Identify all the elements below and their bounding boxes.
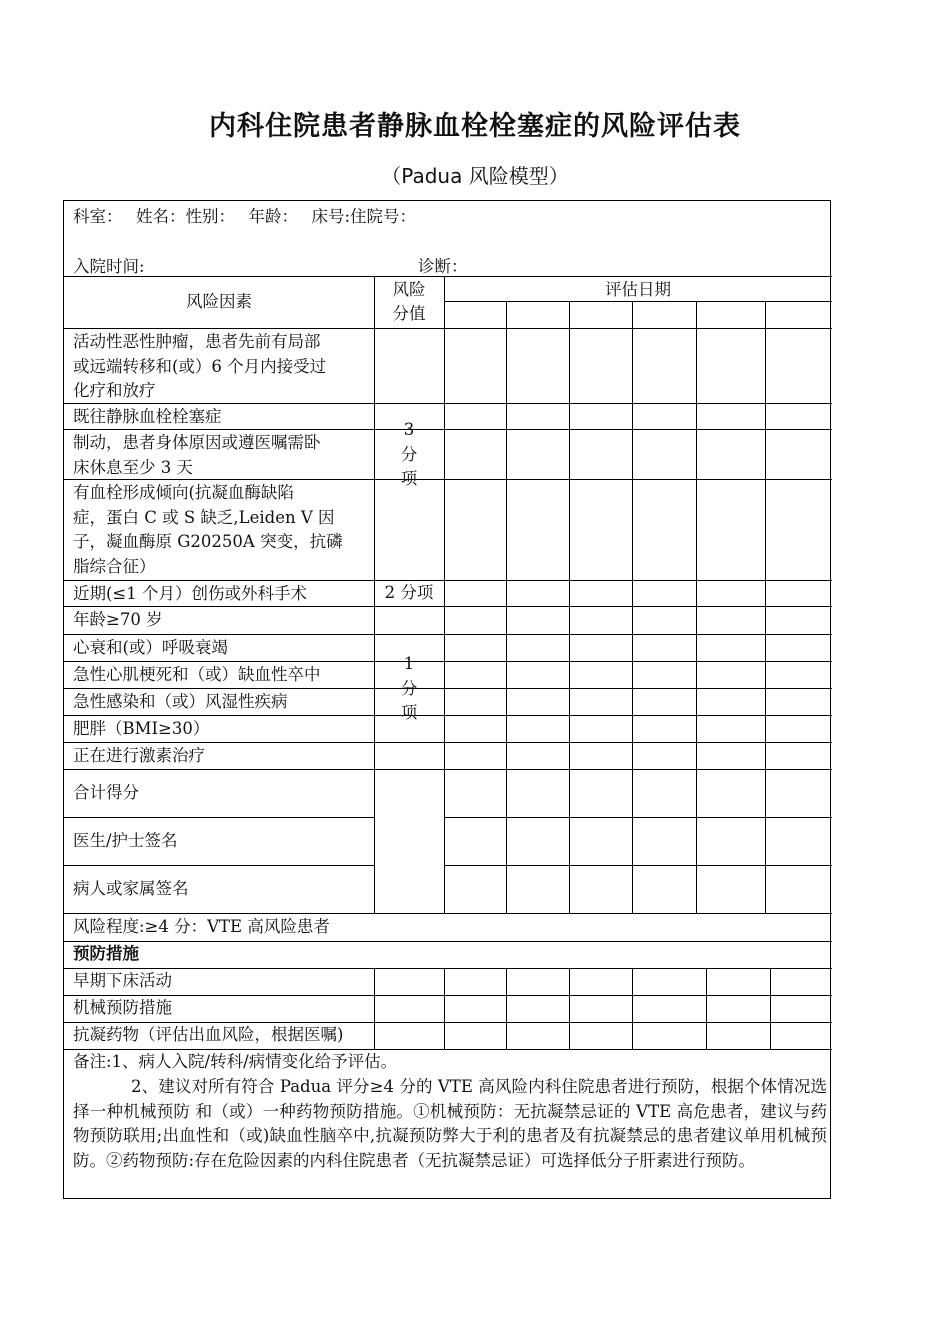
prevention-item: 机械预防措施 (73, 998, 172, 1017)
column-divider-dates (444, 276, 445, 913)
date-column-divider (765, 301, 766, 913)
risk-factor-text: 正在进行激素治疗 (73, 746, 205, 765)
date-column-divider (696, 301, 697, 913)
score-2-label: 2 分项 (384, 583, 434, 602)
grid-line (64, 817, 374, 818)
doctor-signature-label: 医生/护士签名 (73, 831, 178, 850)
grid-line (64, 913, 832, 914)
score-3-label: 项 (400, 469, 418, 488)
grid-line (64, 403, 832, 404)
risk-factor-text: 症，蛋白 C 或 S 缺乏,Leiden V 因 (73, 507, 335, 527)
date-column-divider (706, 968, 707, 1049)
grid-line (64, 941, 832, 942)
date-column-divider (632, 301, 633, 913)
grid-line (444, 865, 832, 866)
score-3-label: 3 (403, 420, 415, 439)
risk-factor-text: 肥胖（BMI≥30） (73, 719, 210, 738)
prevention-item: 早期下床活动 (73, 971, 172, 990)
risk-factor-text: 活动性恶性肿瘤，患者先前有局部 (73, 332, 321, 351)
admission-time-label: 入院时间: (73, 257, 145, 276)
column-header-score: 分值 (392, 304, 426, 323)
patient-info-line: 科室： 姓名：性别： 年龄： 床号:住院号： (73, 207, 417, 226)
risk-factor-text: 床休息至少 3 天 (73, 457, 193, 477)
grid-line (64, 688, 832, 689)
assessment-form (63, 200, 831, 1199)
grid-line (64, 865, 374, 866)
grid-line (64, 742, 832, 743)
risk-factor-text: 心衰和(或）呼吸衰竭 (73, 638, 228, 657)
score-1-label: 项 (400, 703, 418, 722)
risk-factor-text: 子，凝血酶原 G20250A 突变，抗磷 (73, 532, 343, 551)
prevention-item: 抗凝药物（评估出血风险，根据医嘱) (73, 1025, 344, 1044)
grid-line (64, 995, 832, 996)
patient-signature-label: 病人或家属签名 (73, 879, 189, 898)
prevention-heading: 预防措施 (73, 944, 139, 963)
grid-line (64, 580, 832, 581)
column-header-factor: 风险因素 (186, 292, 252, 311)
date-column-divider (569, 968, 570, 1049)
column-divider-dates (444, 968, 445, 1049)
total-score-label: 合计得分 (73, 783, 139, 802)
note-line-2: 2、建议对所有符合 Padua 评分≥4 分的 VTE 高风险内科住院患者进行预防，根据个体情况选择一种机械预防 和（或）一种药物预防措施。①机械预防：无抗凝禁忌证的 VTE 高危患者，建议与药物预防联用;出血性和（或)缺血性脑卒中,抗凝预防弊大于利的患者及有抗凝禁忌的患者建议单用机械预防。②药物预防:存在危险因素的内科住院患者（无抗凝禁忌证）可选择低分子肝素进行预防。 (73, 1077, 827, 1170)
risk-factor-text: 化疗和放疗 (73, 381, 156, 400)
risk-factor-text: 或远端转移和(或）6 个月内接受过 (73, 356, 327, 376)
grid-line (444, 817, 832, 818)
grid-line (64, 276, 832, 277)
risk-factor-text: 既往静脉血栓栓塞症 (73, 407, 222, 426)
page-subtitle: （Padua 风险模型） (381, 164, 569, 188)
column-header-score: 风险 (392, 280, 426, 299)
score-1-label: 分 (400, 678, 418, 698)
date-column-divider (506, 968, 507, 1049)
grid-line (64, 328, 832, 329)
grid-line (64, 968, 832, 969)
page-title: 内科住院患者静脉血栓栓塞症的风险评估表 (209, 111, 741, 142)
column-header-dates: 评估日期 (605, 280, 671, 299)
grid-line (64, 634, 832, 635)
risk-factor-text: 脂综合征） (73, 556, 156, 576)
risk-factor-text: 制动，患者身体原因或遵医嘱需卧 (73, 433, 321, 452)
diagnosis-label: 诊断： (418, 257, 468, 276)
date-column-divider (506, 301, 507, 913)
date-column-divider (632, 968, 633, 1049)
risk-factor-text: 急性心肌梗死和（或）缺血性卒中 (73, 665, 321, 684)
score-3-label: 分 (400, 444, 418, 464)
risk-factor-text: 有血栓形成倾向(抗凝血酶缺陷 (73, 483, 294, 502)
date-column-divider (569, 301, 570, 913)
risk-factor-text: 年龄≥70 岁 (73, 610, 163, 629)
risk-factor-text: 急性感染和（或）风湿性疾病 (73, 692, 288, 711)
note-line-1: 备注:1、病人入院/转科/病情变化给予评估。 (73, 1052, 398, 1071)
column-divider-score (374, 968, 375, 1049)
score-1-label: 1 (403, 654, 415, 673)
grid-line (64, 661, 832, 662)
date-column-divider (770, 968, 771, 1049)
grid-line (64, 769, 832, 770)
risk-factor-text: 近期(≤1 个月）创伤或外科手术 (73, 584, 308, 603)
grid-line (64, 715, 832, 716)
risk-level-text: 风险程度:≥4 分：VTE 高风险患者 (73, 917, 330, 936)
